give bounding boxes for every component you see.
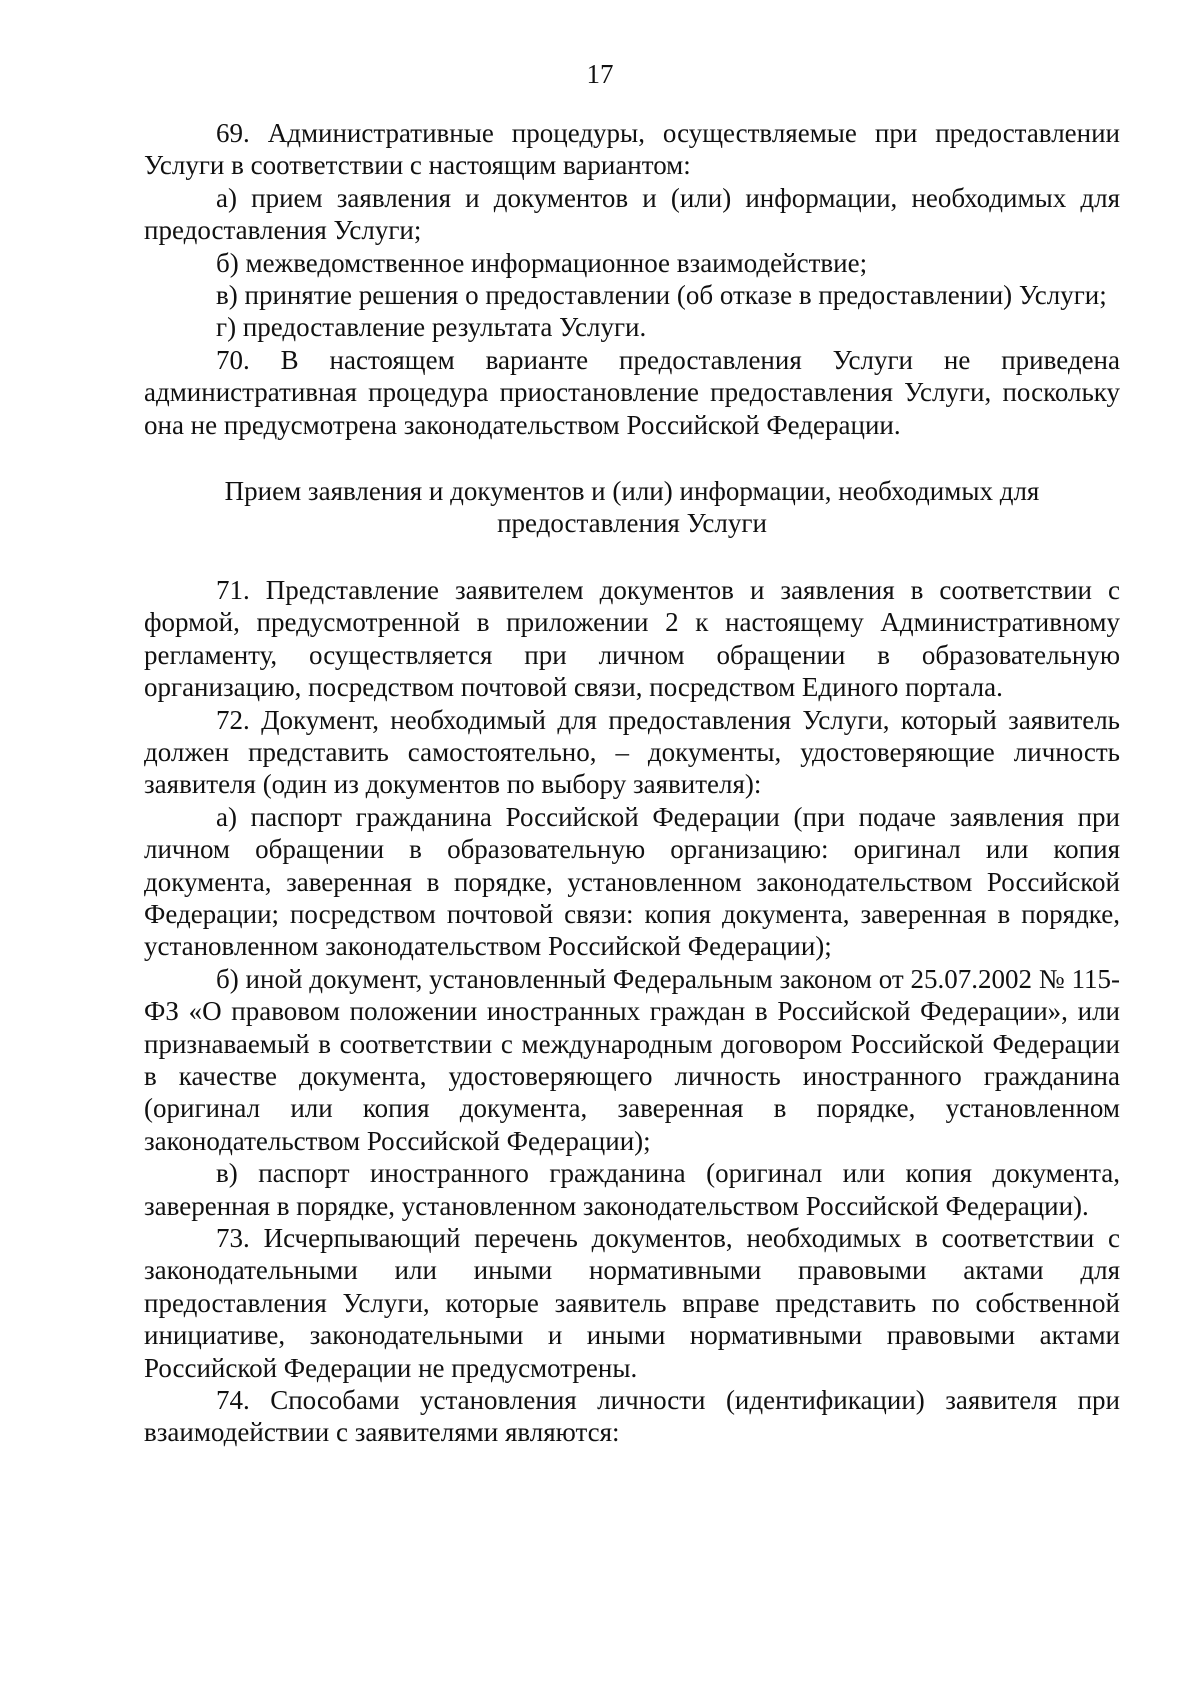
spacer <box>144 540 1120 574</box>
paragraph-72-a: а) паспорт гражданина Российской Федерации (при подаче заявления при личном обращении в образовательную организацию: оригинал или копия документа, заверенная в порядке, установленном законодательством Российской Федерации; посредством почтовой связи: копия документа, заверенная в порядке, установленном законодательством Российской Федерации); <box>144 801 1120 962</box>
paragraph-72-v: в) паспорт иностранного гражданина (оригинал или копия документа, заверенная в порядке, установленном законодательством Российской Федерации). <box>144 1158 1120 1221</box>
section-heading-line-2: предоставления Услуги <box>497 508 767 539</box>
paragraph-71: 71. Представление заявителем документов и заявления в соответствии с формой, предусмотренной в приложении 2 к настоящему Административному регламенту, осуществляется при личном обращении в образовательную организацию, посредством почтовой связи, посредством Единого портала. <box>144 574 1120 703</box>
paragraph-72: 72. Документ, необходимый для предоставления Услуги, который заявитель должен представить самостоятельно, – документы, удостоверяющие личность заявителя (один из документов по выбору заявителя): <box>144 704 1120 800</box>
paragraph-69-b: б) межведомственное информационное взаимодействие; <box>216 247 868 278</box>
paragraph-73: 73. Исчерпывающий перечень документов, необходимых в соответствии с законодательными или иными нормативными правовыми актами для предоставления Услуги, которые заявитель вправе представить по собственной инициативе, законодательными и иными нормативными правовыми актами Российской Федерации не предусмотрены. <box>144 1223 1120 1383</box>
document-body <box>144 117 1120 1449</box>
page-number: 17 <box>586 59 614 89</box>
paragraph-69-v: в) принятие решения о предоставлении (об отказе в предоставлении) Услуги; <box>216 280 1107 311</box>
section-heading-line-1: Прием заявления и документов и (или) информации, необходимых для <box>224 476 1040 507</box>
paragraph-69-a: а) прием заявления и документов и (или) информации, необходимых для предоставления Услуги; <box>144 182 1120 246</box>
paragraph-74: 74. Способами установления личности (идентификации) заявителя при взаимодействии с заявителями являются: <box>144 1385 1120 1448</box>
paragraph-72-b: б) иной документ, установленный Федеральным законом от 25.07.2002 № 115-ФЗ «О правовом положении иностранных граждан в Российской Федерации», или признаваемый в соответствии с международным договором Российской Федерации в качестве документа, удостоверяющего личность иностранного гражданина (оригинал или копия документа, заверенная в порядке, установленном законодательством Российской Федерации); <box>144 963 1120 1156</box>
spacer <box>144 441 1120 475</box>
paragraph-69-g: г) предоставление результата Услуги. <box>216 312 647 343</box>
paragraph-69: 69. Административные процедуры, осуществляемые при предоставлении Услуги в соответствии с настоящим вариантом: <box>144 118 1120 181</box>
paragraph-70: 70. В настоящем варианте предоставления Услуги не приведена административная процедура приостановление предоставления Услуги, поскольку она не предусмотрена законодательством Российской Федерации. <box>144 344 1120 440</box>
